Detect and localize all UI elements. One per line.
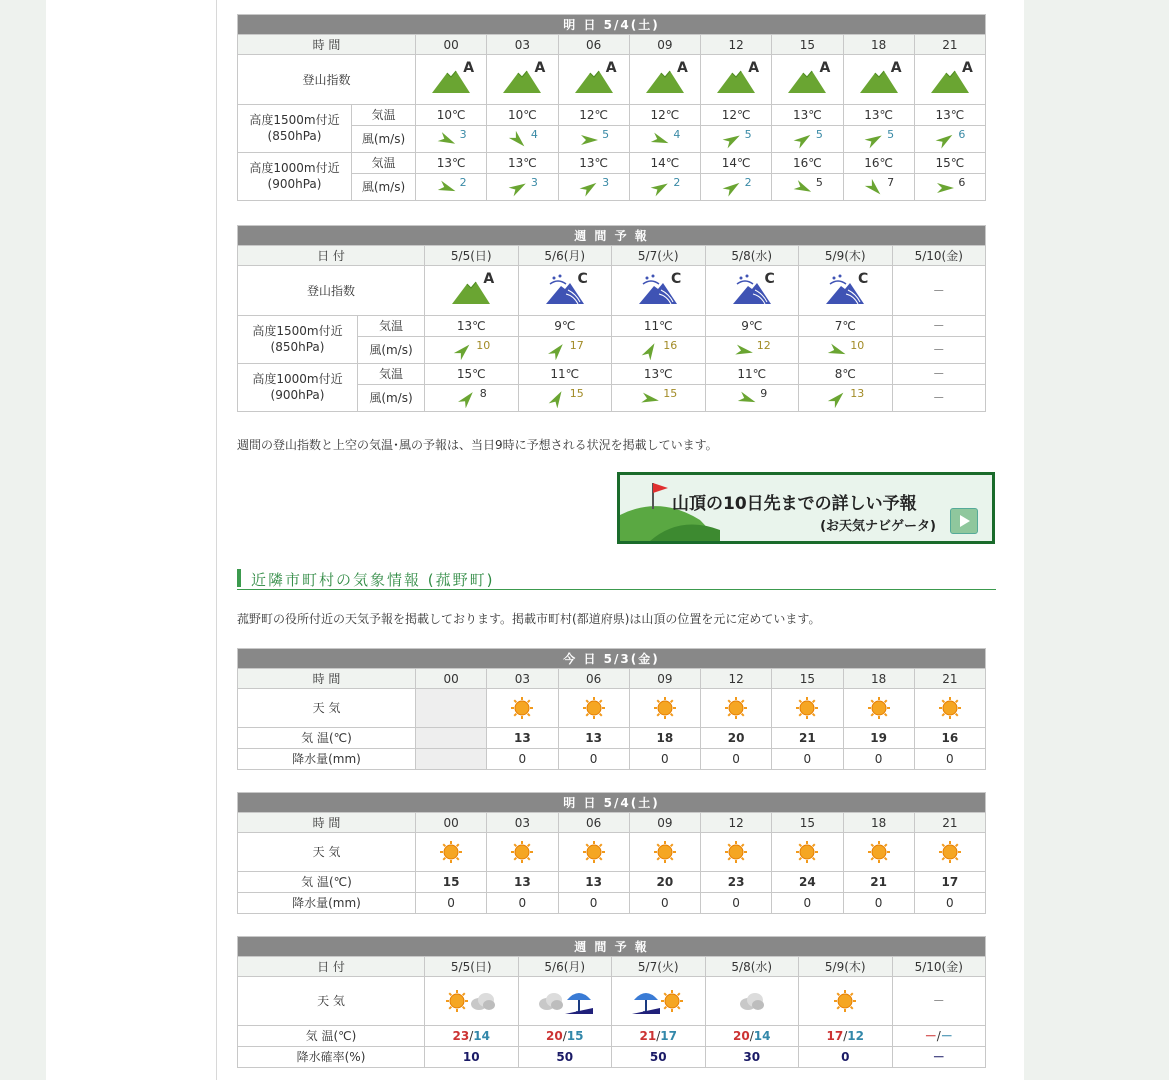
wind-arrow-icon — [507, 131, 529, 149]
rain-cell: 0 — [558, 893, 629, 914]
weather-cell — [701, 689, 772, 728]
pop-cell: － — [892, 1047, 986, 1068]
banner-line1: 山頂の10日先までの詳しい予報 — [672, 494, 917, 514]
temp-cell: 12℃ — [701, 105, 772, 126]
rain-label: 降水量(mm) — [238, 749, 416, 770]
wind-arrow-icon — [721, 131, 743, 149]
left-gutter — [0, 0, 46, 1080]
temp-cell: 13℃ — [612, 364, 706, 385]
rain-cell: 0 — [558, 749, 629, 770]
table-header: 明 日 5/4(土) — [238, 15, 986, 35]
weather-cell — [416, 833, 487, 872]
mountain-index-cell — [914, 55, 985, 105]
temp-cell: 13℃ — [425, 316, 519, 337]
mountain-index-cell — [629, 55, 700, 105]
wind-cell: 10 — [799, 337, 893, 364]
alt1-sub: (850hPa) — [267, 128, 322, 143]
weather-cell — [843, 689, 914, 728]
time-cell: 03 — [487, 669, 558, 689]
temp-cell: 10℃ — [416, 105, 487, 126]
temp-cell: 13℃ — [772, 105, 843, 126]
wind-arrow-icon — [826, 342, 848, 360]
wind-cell: 10 — [425, 337, 519, 364]
temp-label: 気温 — [352, 105, 416, 126]
time-label: 時 間 — [238, 813, 416, 833]
wind-arrow-icon — [639, 342, 661, 360]
time-cell: 21 — [914, 813, 985, 833]
temp-cell: 23 — [701, 872, 772, 893]
mountain-index-cell — [843, 55, 914, 105]
wind-cell: 13 — [799, 385, 893, 412]
temp-cell — [416, 728, 487, 749]
date-cell: 5/7(火) — [612, 246, 706, 266]
temp-cell: 14℃ — [701, 153, 772, 174]
temp-cell: 11℃ — [705, 364, 799, 385]
hi-lo-cell: 20/14 — [705, 1026, 799, 1047]
sun-icon — [439, 840, 463, 864]
hi-lo-cell: 23/14 — [425, 1026, 519, 1047]
sun-icon — [510, 696, 534, 720]
rain-cell: 0 — [487, 893, 558, 914]
wind-cell: 5 — [558, 126, 629, 153]
mountain-index-cell — [892, 266, 986, 316]
temp-label: 気温 — [358, 316, 425, 337]
time-label: 時 間 — [238, 35, 416, 55]
date-cell: 5/8(水) — [705, 957, 799, 977]
time-cell: 03 — [487, 813, 558, 833]
wind-cell: 7 — [843, 174, 914, 201]
table-header: 今 日 5/3(金) — [238, 649, 986, 669]
temp-cell: 11℃ — [612, 316, 706, 337]
sun-icon — [510, 840, 534, 864]
alt1-label: 高度1500m付近 — [249, 112, 340, 127]
temp-cell: 7℃ — [799, 316, 893, 337]
weather-cell — [558, 689, 629, 728]
rain-cell: 0 — [416, 893, 487, 914]
mountain-index-cell — [612, 266, 706, 316]
wind-arrow-icon — [721, 179, 743, 197]
cloud-icon — [469, 989, 497, 1013]
wind-cell: 16 — [612, 337, 706, 364]
wind-label: 風(m/s) — [352, 126, 416, 153]
right-gutter — [1024, 0, 1169, 1080]
wind-label: 風(m/s) — [352, 174, 416, 201]
date-cell: 5/5(日) — [425, 957, 519, 977]
wind-cell: 12 — [705, 337, 799, 364]
weather-cell — [487, 833, 558, 872]
mountain-a-icon: A — [430, 63, 472, 95]
wind-arrow-icon — [733, 342, 755, 360]
temp-cell: 16℃ — [843, 153, 914, 174]
temp-cell: 11℃ — [518, 364, 612, 385]
time-cell: 06 — [558, 669, 629, 689]
mountain-a-icon: A — [929, 63, 971, 95]
alt2-sub: (900hPa) — [267, 176, 322, 191]
sun-icon — [445, 989, 469, 1013]
mountain-weekly-table — [237, 225, 986, 412]
mountain-a-icon: A — [644, 63, 686, 95]
weather-cell — [914, 689, 985, 728]
wind-cell: 6 — [914, 126, 985, 153]
mountain-c-icon: C — [637, 274, 679, 306]
time-cell: 18 — [843, 669, 914, 689]
mountain-index-cell — [705, 266, 799, 316]
mountain-index-cell — [425, 266, 519, 316]
date-cell: 5/6(月) — [518, 246, 612, 266]
nearby-today-table — [237, 648, 986, 770]
temp-cell: 15 — [416, 872, 487, 893]
sun-icon — [938, 696, 962, 720]
mountain-a-icon: A — [786, 63, 828, 95]
sun-icon — [724, 696, 748, 720]
temp-cell: 14℃ — [629, 153, 700, 174]
rain-cell: 0 — [843, 893, 914, 914]
rain-cell: 0 — [914, 893, 985, 914]
temp-cell: － — [892, 316, 986, 337]
temp-label: 気 温(℃) — [238, 872, 416, 893]
mountain-index-cell — [518, 266, 612, 316]
nearby-title: 近隣市町村の気象情報 (菰野町) — [251, 571, 495, 589]
weather-cell — [487, 689, 558, 728]
date-cell: 5/6(月) — [518, 957, 612, 977]
date-cell: 5/10(金) — [892, 246, 986, 266]
time-cell: 00 — [416, 35, 487, 55]
wind-cell: 8 — [425, 385, 519, 412]
alt2-label: 高度1000m付近 — [252, 371, 343, 386]
rain-cell: 0 — [629, 749, 700, 770]
sun-icon — [938, 840, 962, 864]
wind-cell: 4 — [629, 126, 700, 153]
wind-cell: 3 — [416, 126, 487, 153]
rain-cell: 0 — [487, 749, 558, 770]
temp-cell: 20 — [701, 728, 772, 749]
nearby-description: 菰野町の役所付近の天気予報を掲載しております。掲載市町村(都道府県)は山頂の位置を元に定めています。 — [237, 612, 821, 626]
cloud-icon — [738, 989, 766, 1013]
weather-cell — [701, 833, 772, 872]
temp-label: 気 温(℃) — [238, 1026, 425, 1047]
weather-cell — [629, 833, 700, 872]
table-header: 週 間 予 報 — [238, 937, 986, 957]
time-cell: 12 — [701, 35, 772, 55]
sun-icon — [795, 840, 819, 864]
wind-arrow-icon — [452, 342, 474, 360]
weather-cell — [629, 689, 700, 728]
temp-cell: 15℃ — [914, 153, 985, 174]
temp-cell: 21 — [843, 872, 914, 893]
rain-label: 降水量(mm) — [238, 893, 416, 914]
temp-cell: 13℃ — [914, 105, 985, 126]
time-cell: 00 — [416, 669, 487, 689]
hi-lo-cell: －/－ — [892, 1026, 986, 1047]
time-cell: 09 — [629, 813, 700, 833]
rain-cell: 0 — [701, 893, 772, 914]
temp-cell: 9℃ — [705, 316, 799, 337]
mountain-index-cell — [772, 55, 843, 105]
wind-arrow-icon — [436, 131, 458, 149]
table-header: 明 日 5/4(土) — [238, 793, 986, 813]
wind-cell: 2 — [416, 174, 487, 201]
mountain-c-icon: C — [731, 274, 773, 306]
pop-cell: 10 — [425, 1047, 519, 1068]
date-cell: 5/5(日) — [425, 246, 519, 266]
cloud-icon — [537, 989, 565, 1013]
weather-cell — [518, 977, 612, 1026]
wind-arrow-icon — [863, 131, 885, 149]
sun-icon — [724, 840, 748, 864]
wind-arrow-icon — [863, 179, 885, 197]
pop-label: 降水確率(%) — [238, 1047, 425, 1068]
mountain-a-icon: A — [858, 63, 900, 95]
temp-cell: 12℃ — [629, 105, 700, 126]
wind-arrow-icon — [507, 179, 529, 197]
pop-cell: 30 — [705, 1047, 799, 1068]
temp-cell: 16℃ — [772, 153, 843, 174]
wind-cell: 15 — [518, 385, 612, 412]
sun-icon — [653, 696, 677, 720]
weather-cell — [425, 977, 519, 1026]
navigator-banner[interactable] — [617, 472, 995, 544]
sun-icon — [867, 696, 891, 720]
wind-cell: 5 — [772, 174, 843, 201]
wind-arrow-icon — [792, 179, 814, 197]
weather-cell — [705, 977, 799, 1026]
mountain-index-cell — [416, 55, 487, 105]
mountain-a-icon: A — [501, 63, 543, 95]
temp-cell: 12℃ — [558, 105, 629, 126]
wind-label: 風(m/s) — [358, 337, 425, 364]
mountain-index-cell — [701, 55, 772, 105]
mountain-index-label: 登山指数 — [238, 55, 416, 105]
temp-cell: 18 — [629, 728, 700, 749]
date-label: 日 付 — [238, 957, 425, 977]
sun-icon — [867, 840, 891, 864]
wind-cell: 5 — [843, 126, 914, 153]
dash: － — [932, 283, 945, 298]
rain-cell: 0 — [843, 749, 914, 770]
temp-cell: 13 — [487, 728, 558, 749]
title-bar — [237, 569, 241, 587]
time-cell: 12 — [701, 669, 772, 689]
mountain-a-icon: A — [715, 63, 757, 95]
date-cell: 5/10(金) — [892, 957, 986, 977]
wind-arrow-icon — [934, 131, 956, 149]
temp-cell: － — [892, 364, 986, 385]
mountain-c-icon: C — [824, 274, 866, 306]
date-cell: 5/9(木) — [799, 957, 893, 977]
temp-cell: 13℃ — [843, 105, 914, 126]
time-cell: 06 — [558, 35, 629, 55]
weather-cell — [843, 833, 914, 872]
wind-arrow-icon — [736, 390, 758, 408]
weather-label: 天 気 — [238, 833, 416, 872]
rain-cell: 0 — [772, 749, 843, 770]
temp-label: 気温 — [358, 364, 425, 385]
weather-cell — [772, 689, 843, 728]
sun-icon — [795, 696, 819, 720]
temp-cell: 13 — [558, 872, 629, 893]
temp-cell: 9℃ — [518, 316, 612, 337]
wind-cell: 5 — [772, 126, 843, 153]
sun-icon — [653, 840, 677, 864]
wind-arrow-icon — [934, 179, 956, 197]
wind-cell: 2 — [701, 174, 772, 201]
hi-lo-cell: 20/15 — [518, 1026, 612, 1047]
temp-cell: 20 — [629, 872, 700, 893]
wind-cell: 3 — [487, 174, 558, 201]
left-sidebar — [46, 0, 217, 1080]
wind-arrow-icon — [578, 131, 600, 149]
time-cell: 06 — [558, 813, 629, 833]
wind-cell: 4 — [487, 126, 558, 153]
time-cell: 12 — [701, 813, 772, 833]
wind-arrow-icon — [578, 179, 600, 197]
weather-label: 天 気 — [238, 977, 425, 1026]
temp-cell: 13℃ — [487, 153, 558, 174]
hi-lo-cell: 17/12 — [799, 1026, 893, 1047]
weather-cell — [892, 977, 986, 1026]
wind-cell: 6 — [914, 174, 985, 201]
wind-arrow-icon — [649, 179, 671, 197]
nearby-section-title — [237, 568, 996, 590]
wind-cell: 9 — [705, 385, 799, 412]
temp-cell: 13 — [558, 728, 629, 749]
alt2-label: 高度1000m付近 — [249, 160, 340, 175]
wind-arrow-icon — [456, 390, 478, 408]
time-cell: 21 — [914, 35, 985, 55]
date-label: 日 付 — [238, 246, 425, 266]
wind-arrow-icon — [436, 179, 458, 197]
temp-cell: 16 — [914, 728, 985, 749]
temp-cell: 17 — [914, 872, 985, 893]
umbrella-icon — [565, 988, 593, 1014]
weather-cell — [612, 977, 706, 1026]
sun-icon — [833, 989, 857, 1013]
time-cell: 15 — [772, 35, 843, 55]
wind-label: 風(m/s) — [358, 385, 425, 412]
weather-cell — [914, 833, 985, 872]
mountain-tomorrow-table — [237, 14, 986, 201]
time-cell: 09 — [629, 669, 700, 689]
weather-cell — [772, 833, 843, 872]
wind-cell: 3 — [558, 174, 629, 201]
temp-cell: 13℃ — [416, 153, 487, 174]
rain-cell: 0 — [772, 893, 843, 914]
nearby-weekly-table — [237, 936, 986, 1068]
mountain-a-icon: A — [573, 63, 615, 95]
date-cell: 5/7(火) — [612, 957, 706, 977]
alt1-sub: (850hPa) — [270, 339, 325, 354]
banner-line2: (お天気ナビゲータ) — [820, 519, 936, 534]
temp-cell: 19 — [843, 728, 914, 749]
time-cell: 18 — [843, 35, 914, 55]
wind-cell: 5 — [701, 126, 772, 153]
umbrella-icon — [632, 988, 660, 1014]
mountain-index-cell — [558, 55, 629, 105]
temp-cell: 10℃ — [487, 105, 558, 126]
weather-cell — [558, 833, 629, 872]
temp-label: 気温 — [352, 153, 416, 174]
alt2-sub: (900hPa) — [270, 387, 325, 402]
wind-cell: 17 — [518, 337, 612, 364]
dash: － — [932, 994, 945, 1008]
forecast-note: 週間の登山指数と上空の気温･風の予報は、当日9時に予想される状況を掲載しています。 — [237, 438, 718, 452]
time-cell: 00 — [416, 813, 487, 833]
mountain-a-icon: A — [450, 274, 492, 306]
temp-cell: 13℃ — [558, 153, 629, 174]
wind-arrow-icon — [792, 131, 814, 149]
wind-cell: 15 — [612, 385, 706, 412]
pop-cell: 50 — [612, 1047, 706, 1068]
temp-cell: 24 — [772, 872, 843, 893]
wind-arrow-icon — [826, 390, 848, 408]
wind-cell: － — [892, 337, 986, 364]
pop-cell: 0 — [799, 1047, 893, 1068]
mountain-c-icon: C — [544, 274, 586, 306]
time-cell: 21 — [914, 669, 985, 689]
wind-arrow-icon — [639, 390, 661, 408]
temp-cell: 21 — [772, 728, 843, 749]
wind-arrow-icon — [546, 390, 568, 408]
weather-cell — [799, 977, 893, 1026]
rain-cell — [416, 749, 487, 770]
rain-cell: 0 — [701, 749, 772, 770]
sun-icon — [582, 840, 606, 864]
time-cell: 03 — [487, 35, 558, 55]
time-cell: 15 — [772, 669, 843, 689]
temp-cell: 8℃ — [799, 364, 893, 385]
pop-cell: 50 — [518, 1047, 612, 1068]
temp-cell: 15℃ — [425, 364, 519, 385]
weather-cell — [416, 689, 487, 728]
time-cell: 18 — [843, 813, 914, 833]
hi-lo-cell: 21/17 — [612, 1026, 706, 1047]
wind-arrow-icon — [649, 131, 671, 149]
alt1-label: 高度1500m付近 — [252, 323, 343, 338]
wind-arrow-icon — [546, 342, 568, 360]
play-icon[interactable] — [950, 508, 978, 534]
mountain-index-cell — [799, 266, 893, 316]
table-header: 週 間 予 報 — [238, 226, 986, 246]
temp-cell: 13 — [487, 872, 558, 893]
wind-cell: － — [892, 385, 986, 412]
rain-cell: 0 — [914, 749, 985, 770]
rain-cell: 0 — [629, 893, 700, 914]
weather-label: 天 気 — [238, 689, 416, 728]
sun-icon — [660, 989, 684, 1013]
date-cell: 5/8(水) — [705, 246, 799, 266]
sun-icon — [582, 696, 606, 720]
wind-cell: 2 — [629, 174, 700, 201]
time-label: 時 間 — [238, 669, 416, 689]
nearby-tomorrow-table — [237, 792, 986, 914]
temp-label: 気 温(℃) — [238, 728, 416, 749]
mountain-index-label: 登山指数 — [238, 266, 425, 316]
time-cell: 15 — [772, 813, 843, 833]
mountain-index-cell — [487, 55, 558, 105]
date-cell: 5/9(木) — [799, 246, 893, 266]
time-cell: 09 — [629, 35, 700, 55]
